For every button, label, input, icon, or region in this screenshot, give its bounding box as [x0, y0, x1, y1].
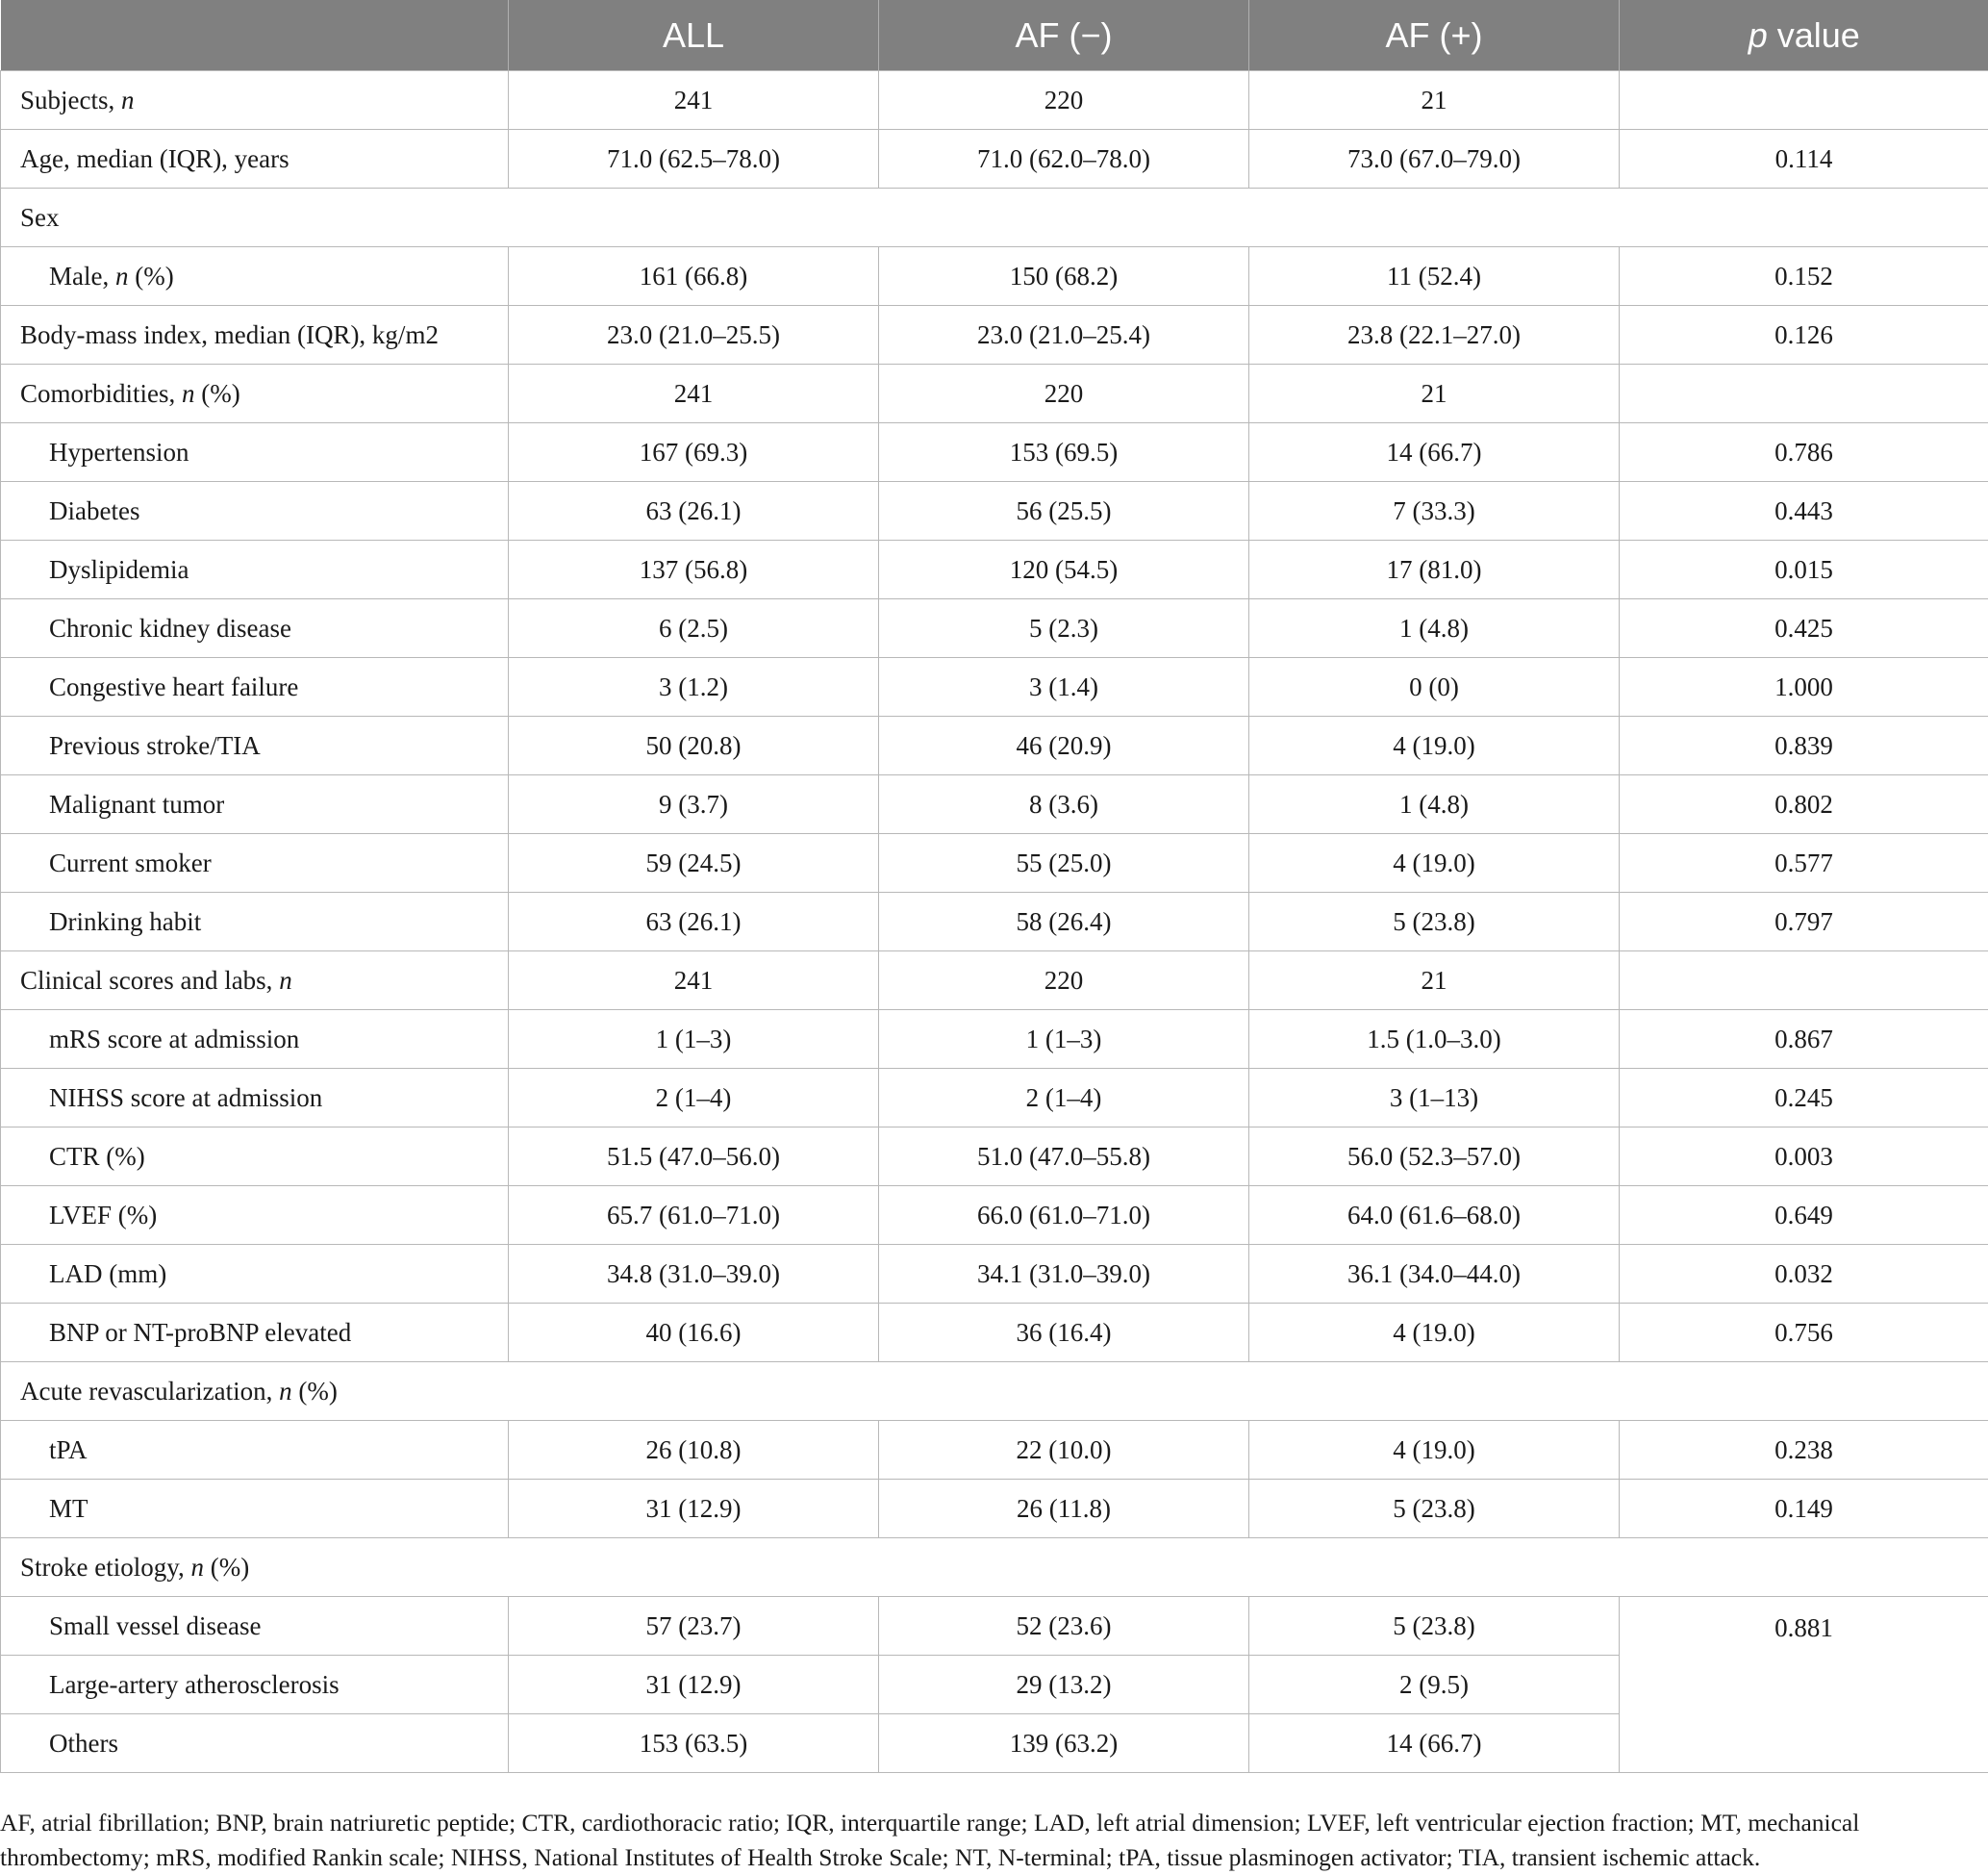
table-row: [1, 1480, 1988, 1538]
table-row: [1, 130, 1988, 189]
cell-all: 40 (16.6): [509, 1304, 879, 1362]
table-footnote: AF, atrial fibrillation; BNP, brain natriuretic peptide; CTR, cardiothoracic ratio; IQR, interquartile range; LAD, left atrial dimension; LVEF, left ventricular ejection fraction; MT, mechanical thrombectomy; mRS, modified Rankin scale; NIHSS, National Institutes of Health Stroke Scale; NT, N-terminal; tPA, tissue plasminogen activator; TIA, transient ischemic attack.: [0, 1806, 1972, 1875]
row-label-text: Age, median (IQR), years: [20, 144, 289, 173]
cell-all: 6 (2.5): [509, 599, 879, 658]
row-label-text: Congestive heart failure: [49, 672, 298, 701]
cell-af-negative: 71.0 (62.0–78.0): [879, 130, 1249, 189]
cell-af-negative: 26 (11.8): [879, 1480, 1249, 1538]
cell-af-positive: 7 (33.3): [1249, 482, 1620, 541]
table-row: [1, 1186, 1988, 1245]
cell-p-value: 0.443: [1620, 482, 1988, 541]
cell-p-value: 0.152: [1620, 247, 1988, 306]
cell-all: 26 (10.8): [509, 1421, 879, 1480]
cell-af-positive: 23.8 (22.1–27.0): [1249, 306, 1620, 365]
cell-all: 167 (69.3): [509, 423, 879, 482]
row-label-italic: n: [279, 1377, 292, 1406]
row-label-text: Current smoker: [49, 849, 212, 877]
row-label-italic: n: [115, 262, 129, 291]
cell-all: 1 (1–3): [509, 1010, 879, 1069]
cell-af-positive: 21: [1249, 365, 1620, 423]
table-row: [1, 1421, 1988, 1480]
row-label-text: Drinking habit: [49, 907, 201, 936]
table-row: [1, 482, 1988, 541]
cell-all: 241: [509, 71, 879, 130]
row-label: [1, 365, 509, 423]
header-af-positive: AF (+): [1249, 0, 1620, 71]
row-label-text: BNP or NT-proBNP elevated: [49, 1318, 351, 1347]
row-label-italic: n: [190, 1553, 204, 1582]
cell-all: 57 (23.7): [509, 1597, 879, 1656]
cell-af-positive: 1.5 (1.0–3.0): [1249, 1010, 1620, 1069]
table-row: [1, 1597, 1988, 1656]
row-label-text: Others: [49, 1729, 118, 1758]
row-label-suffix: (%): [128, 262, 173, 291]
cell-af-negative: 1 (1–3): [879, 1010, 1249, 1069]
cell-af-negative: 120 (54.5): [879, 541, 1249, 599]
row-label: [1, 1538, 1988, 1597]
table-row: [1, 951, 1988, 1010]
cell-af-positive: 56.0 (52.3–57.0): [1249, 1128, 1620, 1186]
cell-af-negative: 139 (63.2): [879, 1714, 1249, 1773]
table-row: [1, 1010, 1988, 1069]
row-label-text: mRS score at admission: [49, 1025, 299, 1053]
cell-af-positive: 0 (0): [1249, 658, 1620, 717]
row-label: [1, 658, 509, 717]
row-label: [1, 423, 509, 482]
cell-af-negative: 34.1 (31.0–39.0): [879, 1245, 1249, 1304]
table-row: [1, 365, 1988, 423]
cell-af-positive: 14 (66.7): [1249, 1714, 1620, 1773]
row-label-text: tPA: [49, 1435, 88, 1464]
cell-p-value: 0.425: [1620, 599, 1988, 658]
row-label-text: Stroke etiology,: [20, 1553, 190, 1582]
cell-af-positive: 4 (19.0): [1249, 834, 1620, 893]
table-row: [1, 1304, 1988, 1362]
row-label: [1, 1597, 509, 1656]
row-label-text: LVEF (%): [49, 1201, 157, 1229]
table-row: [1, 541, 1988, 599]
cell-p-value: [1620, 71, 1988, 130]
row-label: [1, 1010, 509, 1069]
row-label-text: NIHSS score at admission: [49, 1083, 322, 1112]
cell-all: 161 (66.8): [509, 247, 879, 306]
table-row: [1, 834, 1988, 893]
cell-all: 63 (26.1): [509, 482, 879, 541]
row-label-text: Clinical scores and labs,: [20, 966, 279, 995]
row-label-text: Chronic kidney disease: [49, 614, 291, 643]
row-label-suffix: (%): [292, 1377, 338, 1406]
table-row: [1, 599, 1988, 658]
cell-all: 153 (63.5): [509, 1714, 879, 1773]
cell-af-negative: 51.0 (47.0–55.8): [879, 1128, 1249, 1186]
cell-af-positive: 21: [1249, 951, 1620, 1010]
cell-af-negative: 153 (69.5): [879, 423, 1249, 482]
table-row: [1, 893, 1988, 951]
table-body: [1, 71, 1988, 1773]
row-label: [1, 1714, 509, 1773]
cell-all: 65.7 (61.0–71.0): [509, 1186, 879, 1245]
table-row: [1, 71, 1988, 130]
cell-all: 2 (1–4): [509, 1069, 879, 1128]
cell-af-negative: 29 (13.2): [879, 1656, 1249, 1714]
cell-all: 241: [509, 365, 879, 423]
cell-af-positive: 11 (52.4): [1249, 247, 1620, 306]
cell-p-value: 0.126: [1620, 306, 1988, 365]
cell-af-positive: 4 (19.0): [1249, 1421, 1620, 1480]
cell-af-positive: 17 (81.0): [1249, 541, 1620, 599]
row-label: [1, 717, 509, 775]
cell-p-value: 0.015: [1620, 541, 1988, 599]
cell-all: 34.8 (31.0–39.0): [509, 1245, 879, 1304]
table-row: [1, 1245, 1988, 1304]
row-label: [1, 247, 509, 306]
row-label-text: Sex: [20, 203, 60, 232]
row-label: [1, 951, 509, 1010]
row-label: [1, 1421, 509, 1480]
table-row: [1, 717, 1988, 775]
row-label-text: LAD (mm): [49, 1259, 166, 1288]
cell-af-positive: 5 (23.8): [1249, 1597, 1620, 1656]
row-label-text: Small vessel disease: [49, 1611, 261, 1640]
row-label-suffix: (%): [195, 379, 240, 408]
cell-af-negative: 58 (26.4): [879, 893, 1249, 951]
cell-af-negative: 8 (3.6): [879, 775, 1249, 834]
row-label: [1, 130, 509, 189]
cell-all: 241: [509, 951, 879, 1010]
row-label-italic: n: [121, 86, 135, 114]
cell-p-value: 1.000: [1620, 658, 1988, 717]
row-label: [1, 1186, 509, 1245]
cell-af-negative: 2 (1–4): [879, 1069, 1249, 1128]
row-label-text: MT: [49, 1494, 88, 1523]
row-label: [1, 834, 509, 893]
row-label: [1, 71, 509, 130]
cell-all: 71.0 (62.5–78.0): [509, 130, 879, 189]
cell-all: 51.5 (47.0–56.0): [509, 1128, 879, 1186]
row-label: [1, 599, 509, 658]
cell-af-negative: 3 (1.4): [879, 658, 1249, 717]
header-af-negative: AF (−): [879, 0, 1249, 71]
cell-all: 59 (24.5): [509, 834, 879, 893]
header-p-letter: p: [1749, 15, 1768, 55]
cell-af-positive: 5 (23.8): [1249, 1480, 1620, 1538]
table-row: [1, 1128, 1988, 1186]
cell-p-value: 0.867: [1620, 1010, 1988, 1069]
cell-af-positive: 21: [1249, 71, 1620, 130]
cell-af-negative: 220: [879, 71, 1249, 130]
cell-af-positive: 5 (23.8): [1249, 893, 1620, 951]
cell-p-value: 0.756: [1620, 1304, 1988, 1362]
row-label: [1, 306, 509, 365]
cell-af-positive: 4 (19.0): [1249, 1304, 1620, 1362]
table-row: [1, 775, 1988, 834]
table-header: [1, 0, 1988, 71]
cell-p-value: [1620, 951, 1988, 1010]
cell-p-value: 0.003: [1620, 1128, 1988, 1186]
row-label: [1, 1480, 509, 1538]
cell-p-value: 0.649: [1620, 1186, 1988, 1245]
row-label-text: Previous stroke/TIA: [49, 731, 261, 760]
row-label: [1, 1245, 509, 1304]
table-row: [1, 247, 1988, 306]
cell-af-positive: 1 (4.8): [1249, 599, 1620, 658]
row-label: [1, 1069, 509, 1128]
cell-p-value: 0.238: [1620, 1421, 1988, 1480]
cell-all: 63 (26.1): [509, 893, 879, 951]
cell-p-value: 0.149: [1620, 1480, 1988, 1538]
cell-af-negative: 55 (25.0): [879, 834, 1249, 893]
cell-all: 3 (1.2): [509, 658, 879, 717]
cell-af-negative: 23.0 (21.0–25.4): [879, 306, 1249, 365]
row-label: [1, 189, 1988, 247]
cell-af-negative: 46 (20.9): [879, 717, 1249, 775]
row-label: [1, 893, 509, 951]
cell-af-negative: 220: [879, 951, 1249, 1010]
row-label-text: Dyslipidemia: [49, 555, 189, 584]
cell-af-positive: 64.0 (61.6–68.0): [1249, 1186, 1620, 1245]
cell-p-value: 0.032: [1620, 1245, 1988, 1304]
cell-af-negative: 66.0 (61.0–71.0): [879, 1186, 1249, 1245]
cell-p-value: 0.245: [1620, 1069, 1988, 1128]
row-label-text: Hypertension: [49, 438, 189, 467]
table-row: [1, 189, 1988, 247]
cell-all: 23.0 (21.0–25.5): [509, 306, 879, 365]
row-label-italic: n: [182, 379, 195, 408]
cell-p-value: 0.839: [1620, 717, 1988, 775]
row-label-text: Comorbidities,: [20, 379, 182, 408]
header-variable: [1, 0, 509, 71]
row-label-text: Large-artery atherosclerosis: [49, 1670, 340, 1699]
cell-p-value: [1620, 365, 1988, 423]
cell-af-negative: 56 (25.5): [879, 482, 1249, 541]
cell-af-negative: 22 (10.0): [879, 1421, 1249, 1480]
row-label-text: Malignant tumor: [49, 790, 224, 819]
table-row: [1, 423, 1988, 482]
row-label: [1, 775, 509, 834]
header-p-rest: value: [1768, 15, 1860, 55]
cell-af-negative: 220: [879, 365, 1249, 423]
row-label-text: Acute revascularization,: [20, 1377, 279, 1406]
cell-af-negative: 150 (68.2): [879, 247, 1249, 306]
cell-af-positive: 36.1 (34.0–44.0): [1249, 1245, 1620, 1304]
cell-af-positive: 4 (19.0): [1249, 717, 1620, 775]
cell-p-value: 0.114: [1620, 130, 1988, 189]
row-label-text: Diabetes: [49, 496, 139, 525]
table-row: [1, 306, 1988, 365]
cell-af-positive: 14 (66.7): [1249, 423, 1620, 482]
row-label-text: Body-mass index, median (IQR), kg/m2: [20, 320, 439, 349]
cell-af-negative: 36 (16.4): [879, 1304, 1249, 1362]
cell-af-positive: 73.0 (67.0–79.0): [1249, 130, 1620, 189]
row-label-text: Subjects,: [20, 86, 121, 114]
cell-af-negative: 52 (23.6): [879, 1597, 1249, 1656]
row-label-text: Male,: [49, 262, 115, 291]
cell-af-positive: 2 (9.5): [1249, 1656, 1620, 1714]
header-all: ALL: [509, 0, 879, 71]
table-row: [1, 1362, 1988, 1421]
cell-all: 9 (3.7): [509, 775, 879, 834]
cell-all: 137 (56.8): [509, 541, 879, 599]
table-row: [1, 1069, 1988, 1128]
cell-af-negative: 5 (2.3): [879, 599, 1249, 658]
header-p-value: [1620, 0, 1988, 71]
cell-p-value: 0.786: [1620, 423, 1988, 482]
row-label: [1, 1304, 509, 1362]
table-row: [1, 1538, 1988, 1597]
cell-af-positive: 3 (1–13): [1249, 1069, 1620, 1128]
row-label: [1, 482, 509, 541]
row-label: [1, 1656, 509, 1714]
cell-all: 50 (20.8): [509, 717, 879, 775]
cell-p-value: 0.881: [1620, 1597, 1988, 1773]
row-label: [1, 1128, 509, 1186]
cell-af-positive: 1 (4.8): [1249, 775, 1620, 834]
table-row: [1, 658, 1988, 717]
cell-p-value: 0.797: [1620, 893, 1988, 951]
row-label-text: CTR (%): [49, 1142, 145, 1171]
row-label: [1, 1362, 1988, 1421]
cell-p-value: 0.802: [1620, 775, 1988, 834]
row-label-suffix: (%): [204, 1553, 249, 1582]
cell-p-value: 0.577: [1620, 834, 1988, 893]
cell-all: 31 (12.9): [509, 1480, 879, 1538]
header-row: [1, 0, 1988, 71]
cell-all: 31 (12.9): [509, 1656, 879, 1714]
row-label-italic: n: [279, 966, 292, 995]
row-label: [1, 541, 509, 599]
